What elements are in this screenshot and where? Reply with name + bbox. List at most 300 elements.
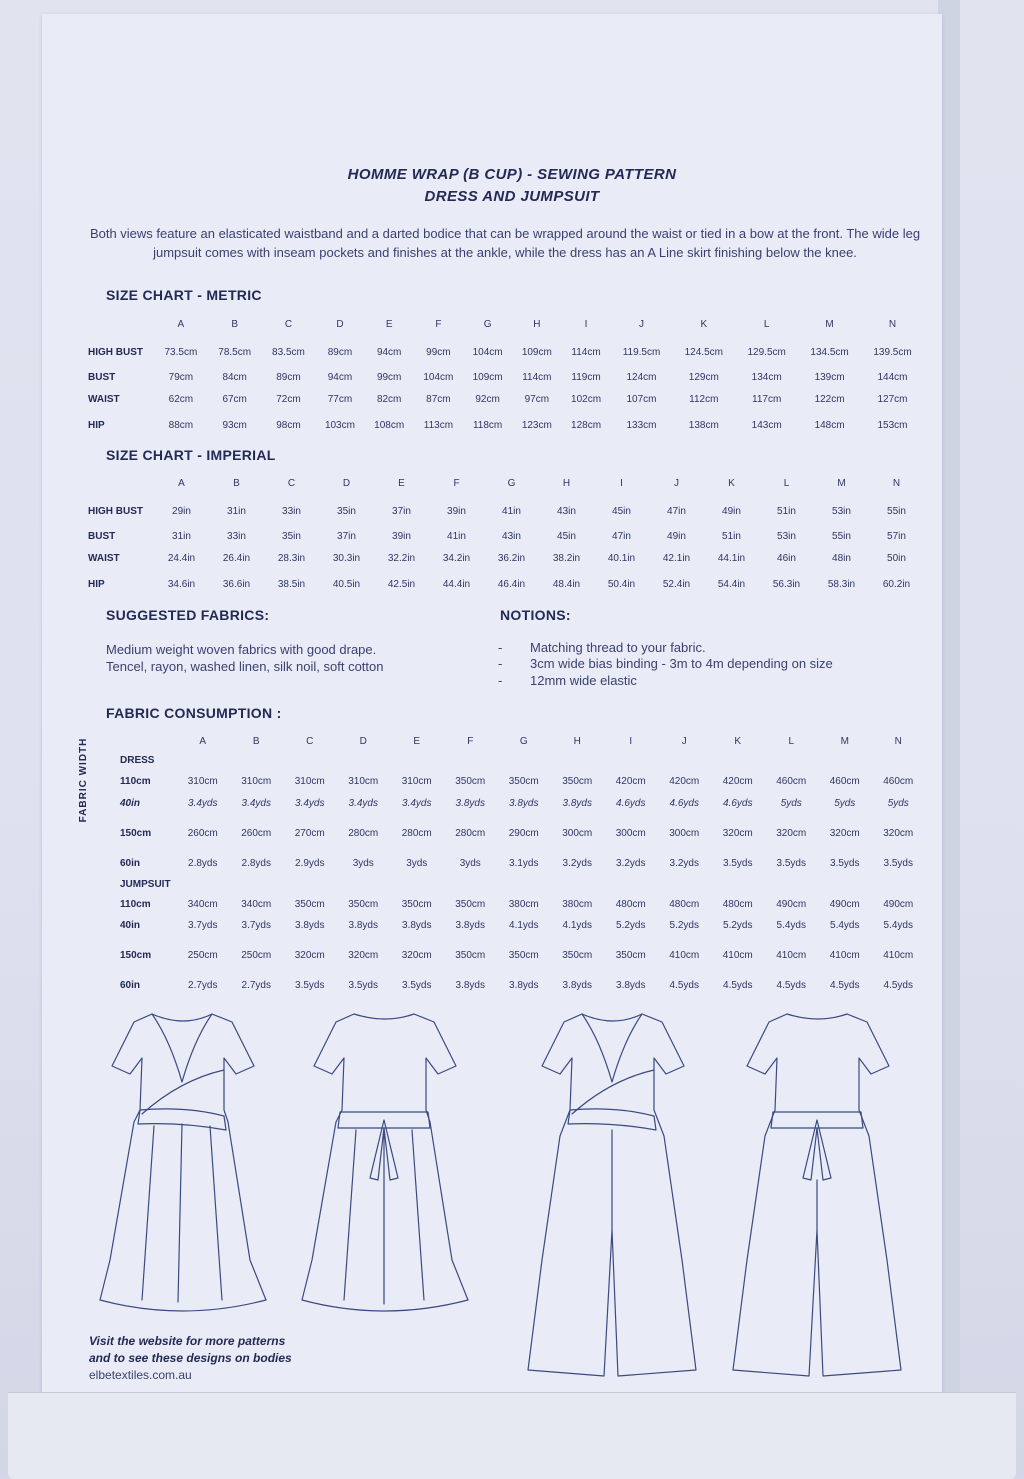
measurement-value: 33in bbox=[227, 530, 246, 542]
consumption-value: 410cm bbox=[883, 949, 914, 961]
consumption-value: 270cm bbox=[294, 827, 325, 839]
consumption-value: 3.8yds bbox=[295, 919, 325, 931]
consumption-value: 320cm bbox=[722, 827, 753, 839]
consumption-value: 5.4yds bbox=[830, 919, 860, 931]
consumption-value: 3.5yds bbox=[348, 979, 378, 991]
measurement-value: 103cm bbox=[324, 419, 355, 431]
measurement-value: 89cm bbox=[327, 346, 353, 358]
size-letter: A bbox=[178, 477, 185, 489]
consumption-value: 340cm bbox=[187, 898, 218, 910]
measurement-value: 32.2in bbox=[387, 552, 416, 564]
measurement-value: 40.5in bbox=[332, 578, 361, 590]
measurement-value: 40.1in bbox=[607, 552, 636, 564]
measurement-label: HIGH BUST bbox=[88, 346, 143, 358]
fabric-width-label: FABRIC WIDTH bbox=[78, 737, 89, 823]
measurement-value: 46in bbox=[777, 552, 796, 564]
measurement-value: 31in bbox=[172, 530, 191, 542]
measurement-value: 46.4in bbox=[497, 578, 526, 590]
size-letter: H bbox=[562, 477, 571, 489]
width-label: 150cm bbox=[120, 949, 152, 961]
footer-line-1: Visit the website for more patterns bbox=[89, 1334, 286, 1348]
measurement-value: 37in bbox=[392, 505, 411, 517]
size-letter: E bbox=[385, 318, 393, 330]
measurement-value: 124.5cm bbox=[684, 346, 723, 358]
consumption-value: 4.5yds bbox=[723, 979, 753, 991]
measurement-value: 51in bbox=[777, 505, 796, 517]
measurement-value: 62cm bbox=[168, 393, 194, 405]
consumption-value: 310cm bbox=[401, 775, 432, 787]
size-letter: H bbox=[573, 735, 581, 747]
consumption-value: 260cm bbox=[187, 827, 218, 839]
consumption-value: 4.1yds bbox=[562, 919, 592, 931]
measurement-value: 143cm bbox=[751, 419, 782, 431]
consumption-value: 410cm bbox=[829, 949, 860, 961]
consumption-value: 2.7yds bbox=[188, 979, 218, 991]
size-letter: K bbox=[728, 477, 735, 489]
size-letter: M bbox=[837, 477, 846, 489]
footer bbox=[89, 1333, 292, 1384]
measurement-value: 129cm bbox=[688, 371, 719, 383]
consumption-value: 3.4yds bbox=[348, 797, 378, 809]
consumption-value: 4.5yds bbox=[776, 979, 806, 991]
measurement-value: 34.2in bbox=[442, 552, 471, 564]
size-letter: E bbox=[398, 477, 405, 489]
consumption-value: 3.2yds bbox=[562, 857, 592, 869]
size-header-row bbox=[120, 732, 925, 750]
envelope-flap bbox=[8, 1392, 1016, 1479]
pattern-subtitle: DRESS AND JUMPSUIT bbox=[424, 188, 600, 205]
notion-text: 12mm wide elastic bbox=[530, 673, 637, 688]
measurement-value: 139.5cm bbox=[873, 346, 912, 358]
measurement-label: HIGH BUST bbox=[88, 505, 143, 517]
notion-text: 3cm wide bias binding - 3m to 4m depending on size bbox=[530, 656, 833, 671]
consumption-value: 3.1yds bbox=[509, 857, 539, 869]
consumption-value: 3.4yds bbox=[402, 797, 432, 809]
width-label: 60in bbox=[120, 979, 141, 991]
consumption-value: 350cm bbox=[508, 775, 539, 787]
notions-heading: NOTIONS: bbox=[500, 607, 571, 623]
consumption-value: 3yds bbox=[459, 857, 481, 869]
section-label: DRESS bbox=[120, 754, 155, 766]
consumption-value: 3.2yds bbox=[616, 857, 646, 869]
fabric-consumption-table bbox=[120, 732, 925, 996]
width-label: 110cm bbox=[120, 898, 151, 910]
consumption-value: 3yds bbox=[352, 857, 374, 869]
corner-cell bbox=[88, 469, 154, 497]
measurement-value: 53in bbox=[832, 505, 851, 517]
consumption-value: 5yds bbox=[887, 797, 909, 809]
measurement-value: 48.4in bbox=[552, 578, 581, 590]
measurement-value: 89cm bbox=[276, 371, 301, 383]
measurement-value: 45in bbox=[557, 530, 576, 542]
size-letter: J bbox=[639, 318, 644, 330]
measurement-value: 78.5cm bbox=[218, 346, 252, 358]
measurement-label: WAIST bbox=[88, 393, 120, 405]
consumption-value: 3.2yds bbox=[669, 857, 699, 869]
size-letter: C bbox=[306, 735, 314, 747]
consumption-value: 2.9yds bbox=[295, 857, 325, 869]
measurement-value: 108cm bbox=[374, 419, 405, 431]
consumption-value: 3.5yds bbox=[402, 979, 432, 991]
section-label: JUMPSUIT bbox=[120, 878, 171, 890]
measurement-value: 133cm bbox=[626, 419, 657, 431]
measurement-value: 35in bbox=[282, 530, 301, 542]
measurement-value: 45in bbox=[612, 505, 631, 517]
consumption-value: 320cm bbox=[883, 827, 914, 839]
consumption-value: 350cm bbox=[562, 949, 593, 961]
jumpsuit-front-drawing bbox=[520, 1010, 705, 1380]
size-letter: I bbox=[584, 318, 588, 330]
consumption-value: 3.7yds bbox=[241, 919, 271, 931]
measurement-label: BUST bbox=[88, 371, 116, 383]
measurement-value: 88cm bbox=[168, 419, 194, 431]
measurement-value: 119cm bbox=[571, 371, 601, 383]
consumption-value: 480cm bbox=[669, 898, 700, 910]
measurement-value: 41in bbox=[447, 530, 466, 542]
measurement-value: 127cm bbox=[877, 393, 908, 405]
consumption-value: 3.8yds bbox=[509, 979, 539, 991]
measurement-value: 50in bbox=[887, 552, 906, 564]
measurement-value: 112cm bbox=[689, 393, 719, 405]
consumption-value: 320cm bbox=[401, 949, 432, 961]
website-link[interactable]: elbetextiles.com.au bbox=[89, 1368, 192, 1382]
measurement-value: 109cm bbox=[472, 371, 503, 383]
measurement-value: 117cm bbox=[752, 393, 782, 405]
consumption-value: 300cm bbox=[562, 827, 593, 839]
consumption-value: 3.5yds bbox=[883, 857, 913, 869]
size-letter: N bbox=[888, 318, 897, 330]
consumption-value: 350cm bbox=[562, 775, 593, 787]
consumption-value: 350cm bbox=[508, 949, 539, 961]
consumption-value: 250cm bbox=[187, 949, 218, 961]
size-letter: I bbox=[629, 735, 633, 747]
measurement-value: 34.6in bbox=[167, 578, 196, 590]
measurement-value: 97cm bbox=[524, 393, 550, 405]
consumption-value: 3.5yds bbox=[776, 857, 806, 869]
measurement-row bbox=[88, 410, 924, 440]
width-label: 40in bbox=[120, 919, 141, 931]
size-letter: L bbox=[763, 318, 770, 330]
consumption-value: 4.6yds bbox=[723, 797, 753, 809]
size-letter: J bbox=[681, 735, 687, 747]
consumption-value: 300cm bbox=[669, 827, 700, 839]
measurement-value: 56.3in bbox=[772, 578, 801, 590]
size-letter: F bbox=[453, 477, 460, 489]
consumption-value: 3.5yds bbox=[830, 857, 860, 869]
fabrics-line-1: Medium weight woven fabrics with good drape. bbox=[106, 642, 377, 657]
consumption-value: 480cm bbox=[722, 898, 753, 910]
dress-back-drawing bbox=[292, 1010, 477, 1322]
measurement-value: 30.3in bbox=[332, 552, 361, 564]
consumption-value: 460cm bbox=[776, 775, 807, 787]
width-label: 150cm bbox=[120, 827, 152, 839]
measurement-value: 128cm bbox=[571, 419, 602, 431]
measurement-value: 55in bbox=[832, 530, 851, 542]
measurement-value: 109cm bbox=[521, 346, 552, 358]
consumption-value: 3.8yds bbox=[509, 797, 539, 809]
measurement-value: 79cm bbox=[168, 371, 194, 383]
size-letter: B bbox=[233, 477, 240, 489]
consumption-value: 280cm bbox=[401, 827, 432, 839]
consumption-value: 5yds bbox=[834, 797, 856, 809]
fabrics-heading: SUGGESTED FABRICS: bbox=[106, 607, 270, 623]
consumption-value: 320cm bbox=[776, 827, 807, 839]
measurement-value: 54.4in bbox=[717, 578, 746, 590]
consumption-row bbox=[120, 914, 925, 936]
consumption-value: 260cm bbox=[241, 827, 272, 839]
consumption-value: 250cm bbox=[241, 949, 272, 961]
consumption-value: 4.6yds bbox=[669, 797, 699, 809]
size-letter: N bbox=[894, 735, 902, 747]
consumption-value: 3.8yds bbox=[348, 919, 378, 931]
size-letter: A bbox=[199, 735, 207, 747]
consumption-row bbox=[120, 814, 925, 852]
notion-item bbox=[498, 673, 637, 688]
consumption-value: 5.4yds bbox=[883, 919, 913, 931]
measurement-value: 29in bbox=[172, 505, 191, 517]
measurement-value: 55in bbox=[887, 505, 906, 517]
consumption-value: 5.2yds bbox=[723, 919, 753, 931]
consumption-value: 380cm bbox=[508, 898, 539, 910]
size-letter: I bbox=[620, 477, 623, 489]
consumption-value: 5.4yds bbox=[776, 919, 806, 931]
consumption-value: 4.6yds bbox=[616, 797, 646, 809]
measurement-value: 33in bbox=[282, 505, 301, 517]
measurement-value: 67cm bbox=[222, 393, 247, 405]
consumption-value: 380cm bbox=[562, 898, 593, 910]
consumption-value: 460cm bbox=[883, 775, 914, 787]
measurement-value: 99cm bbox=[376, 371, 402, 383]
size-letter: E bbox=[413, 735, 421, 747]
measurement-value: 82cm bbox=[376, 393, 402, 405]
consumption-value: 310cm bbox=[187, 775, 218, 787]
measurement-value: 134cm bbox=[751, 371, 782, 383]
measurement-value: 122cm bbox=[814, 393, 845, 405]
size-letter: K bbox=[734, 735, 742, 747]
size-header-row bbox=[88, 469, 924, 497]
measurement-value: 123cm bbox=[521, 419, 552, 431]
measurement-value: 60.2in bbox=[882, 578, 911, 590]
measurement-value: 144cm bbox=[877, 371, 908, 383]
measurement-row bbox=[88, 497, 924, 525]
consumption-value: 490cm bbox=[776, 898, 807, 910]
consumption-value: 4.5yds bbox=[830, 979, 860, 991]
consumption-value: 4.5yds bbox=[883, 979, 913, 991]
consumption-value: 490cm bbox=[829, 898, 860, 910]
consumption-heading: FABRIC CONSUMPTION : bbox=[106, 705, 282, 721]
size-letter: C bbox=[287, 477, 296, 489]
consumption-value: 3.4yds bbox=[188, 797, 218, 809]
measurement-value: 38.5in bbox=[277, 578, 306, 590]
measurement-value: 87cm bbox=[426, 393, 451, 405]
measurement-row bbox=[88, 569, 924, 599]
consumption-value: 460cm bbox=[829, 775, 860, 787]
consumption-value: 3.8yds bbox=[402, 919, 432, 931]
imperial-heading: SIZE CHART - IMPERIAL bbox=[106, 447, 276, 463]
size-letter: F bbox=[467, 735, 474, 747]
notion-dash: - bbox=[498, 673, 503, 688]
measurement-value: 148cm bbox=[814, 419, 845, 431]
measurement-value: 104cm bbox=[423, 371, 454, 383]
measurement-label: BUST bbox=[88, 530, 116, 542]
consumption-value: 350cm bbox=[348, 898, 379, 910]
measurement-value: 92cm bbox=[475, 393, 500, 405]
consumption-value: 420cm bbox=[722, 775, 753, 787]
consumption-value: 280cm bbox=[455, 827, 486, 839]
measurement-value: 102cm bbox=[571, 393, 602, 405]
measurement-value: 104cm bbox=[472, 346, 503, 358]
measurement-value: 99cm bbox=[426, 346, 451, 358]
dress-front-drawing bbox=[90, 1010, 275, 1322]
consumption-value: 350cm bbox=[294, 898, 325, 910]
size-letter: G bbox=[483, 318, 492, 330]
measurement-value: 53in bbox=[777, 530, 796, 542]
consumption-value: 310cm bbox=[294, 775, 325, 787]
notion-item bbox=[498, 656, 833, 671]
notion-dash: - bbox=[498, 656, 503, 671]
consumption-value: 350cm bbox=[455, 775, 486, 787]
size-letter: G bbox=[507, 477, 516, 489]
consumption-value: 2.8yds bbox=[241, 857, 271, 869]
measurement-value: 94cm bbox=[327, 371, 353, 383]
measurement-value: 49in bbox=[667, 530, 686, 542]
consumption-value: 350cm bbox=[455, 898, 486, 910]
measurement-value: 47in bbox=[667, 505, 686, 517]
size-letter: D bbox=[359, 735, 367, 747]
measurement-value: 114cm bbox=[522, 371, 552, 383]
consumption-row bbox=[120, 974, 925, 996]
measurement-value: 118cm bbox=[472, 419, 503, 431]
measurement-value: 44.1in bbox=[717, 552, 746, 564]
measurement-value: 48in bbox=[832, 552, 851, 564]
measurement-value: 50.4in bbox=[607, 578, 636, 590]
corner-cell bbox=[120, 732, 176, 750]
consumption-value: 3.4yds bbox=[241, 797, 271, 809]
consumption-value: 480cm bbox=[615, 898, 646, 910]
consumption-value: 410cm bbox=[722, 949, 753, 961]
measurement-value: 77cm bbox=[327, 393, 353, 405]
consumption-value: 320cm bbox=[294, 949, 325, 961]
size-letter: J bbox=[674, 477, 679, 489]
size-letter: C bbox=[284, 318, 293, 330]
consumption-value: 290cm bbox=[508, 827, 539, 839]
pattern-description: Both views feature an elasticated waistband and a darted bodice that can be wrapped around the waist or tied in a bow at the front. The wide leg jumpsuit comes with inseam pockets and finishes at the ankle, while the dress has an A Line skirt finishing below the knee. bbox=[89, 226, 921, 260]
consumption-value: 310cm bbox=[348, 775, 379, 787]
measurement-value: 114cm bbox=[571, 346, 601, 358]
measurement-value: 38.2in bbox=[552, 552, 581, 564]
size-header-row bbox=[88, 310, 924, 338]
consumption-value: 410cm bbox=[669, 949, 700, 961]
pattern-title: HOMME WRAP (B CUP) - SEWING PATTERN bbox=[347, 166, 677, 183]
consumption-value: 2.7yds bbox=[241, 979, 271, 991]
width-label: 60in bbox=[120, 857, 141, 869]
consumption-row bbox=[120, 852, 925, 874]
imperial-size-table bbox=[88, 469, 924, 599]
consumption-value: 300cm bbox=[615, 827, 646, 839]
measurement-value: 41in bbox=[502, 505, 521, 517]
measurement-value: 31in bbox=[227, 505, 246, 517]
size-letter: N bbox=[892, 477, 901, 489]
measurement-value: 49in bbox=[722, 505, 741, 517]
size-letter: H bbox=[533, 318, 541, 330]
size-letter: B bbox=[252, 735, 260, 747]
fabrics-line-2: Tencel, rayon, washed linen, silk noil, soft cotton bbox=[106, 659, 384, 674]
section-row bbox=[120, 750, 925, 770]
jumpsuit-back-drawing bbox=[725, 1010, 910, 1380]
measurement-value: 113cm bbox=[423, 419, 454, 431]
size-letter: D bbox=[336, 318, 344, 330]
measurement-value: 52.4in bbox=[662, 578, 691, 590]
measurement-label: HIP bbox=[88, 578, 105, 590]
measurement-value: 129.5cm bbox=[747, 346, 786, 358]
notion-item bbox=[498, 640, 706, 655]
consumption-value: 5.2yds bbox=[616, 919, 646, 931]
measurement-value: 43in bbox=[557, 505, 576, 517]
consumption-value: 310cm bbox=[241, 775, 272, 787]
consumption-value: 3.5yds bbox=[295, 979, 325, 991]
consumption-value: 320cm bbox=[348, 949, 379, 961]
measurement-value: 36.2in bbox=[497, 552, 526, 564]
measurement-value: 107cm bbox=[626, 393, 657, 405]
measurement-row bbox=[88, 366, 924, 388]
measurement-value: 51in bbox=[722, 530, 741, 542]
consumption-value: 350cm bbox=[455, 949, 486, 961]
consumption-value: 420cm bbox=[669, 775, 700, 787]
measurement-value: 94cm bbox=[376, 346, 402, 358]
notion-dash: - bbox=[498, 640, 503, 655]
measurement-value: 72cm bbox=[276, 393, 301, 405]
consumption-row bbox=[120, 770, 925, 792]
measurement-value: 119.5cm bbox=[622, 346, 661, 358]
consumption-value: 420cm bbox=[615, 775, 646, 787]
size-letter: F bbox=[435, 318, 442, 330]
consumption-value: 320cm bbox=[829, 827, 860, 839]
consumption-row bbox=[120, 936, 925, 974]
measurement-value: 47in bbox=[612, 530, 631, 542]
measurement-value: 35in bbox=[337, 505, 356, 517]
measurement-value: 73.5cm bbox=[164, 346, 198, 358]
consumption-value: 3.8yds bbox=[562, 797, 592, 809]
consumption-value: 3.8yds bbox=[455, 919, 485, 931]
consumption-value: 4.1yds bbox=[509, 919, 539, 931]
measurement-value: 139cm bbox=[814, 371, 845, 383]
measurement-value: 124cm bbox=[626, 371, 657, 383]
consumption-value: 2.8yds bbox=[188, 857, 218, 869]
consumption-value: 350cm bbox=[401, 898, 432, 910]
consumption-value: 3.8yds bbox=[616, 979, 646, 991]
consumption-value: 350cm bbox=[615, 949, 646, 961]
measurement-value: 28.3in bbox=[277, 552, 306, 564]
measurement-value: 24.4in bbox=[167, 552, 196, 564]
consumption-value: 3yds bbox=[406, 857, 428, 869]
measurement-value: 26.4in bbox=[222, 552, 251, 564]
measurement-value: 98cm bbox=[276, 419, 301, 431]
notion-text: Matching thread to your fabric. bbox=[530, 640, 706, 655]
consumption-value: 4.5yds bbox=[669, 979, 699, 991]
consumption-value: 410cm bbox=[776, 949, 807, 961]
consumption-value: 3.5yds bbox=[723, 857, 753, 869]
measurement-value: 84cm bbox=[222, 371, 247, 383]
consumption-row bbox=[120, 792, 925, 814]
measurement-row bbox=[88, 547, 924, 569]
size-letter: K bbox=[700, 318, 708, 330]
consumption-value: 3.7yds bbox=[188, 919, 218, 931]
consumption-value: 340cm bbox=[241, 898, 272, 910]
measurement-value: 43in bbox=[502, 530, 521, 542]
measurement-value: 39in bbox=[392, 530, 411, 542]
metric-heading: SIZE CHART - METRIC bbox=[106, 287, 262, 303]
measurement-value: 42.1in bbox=[662, 552, 691, 564]
